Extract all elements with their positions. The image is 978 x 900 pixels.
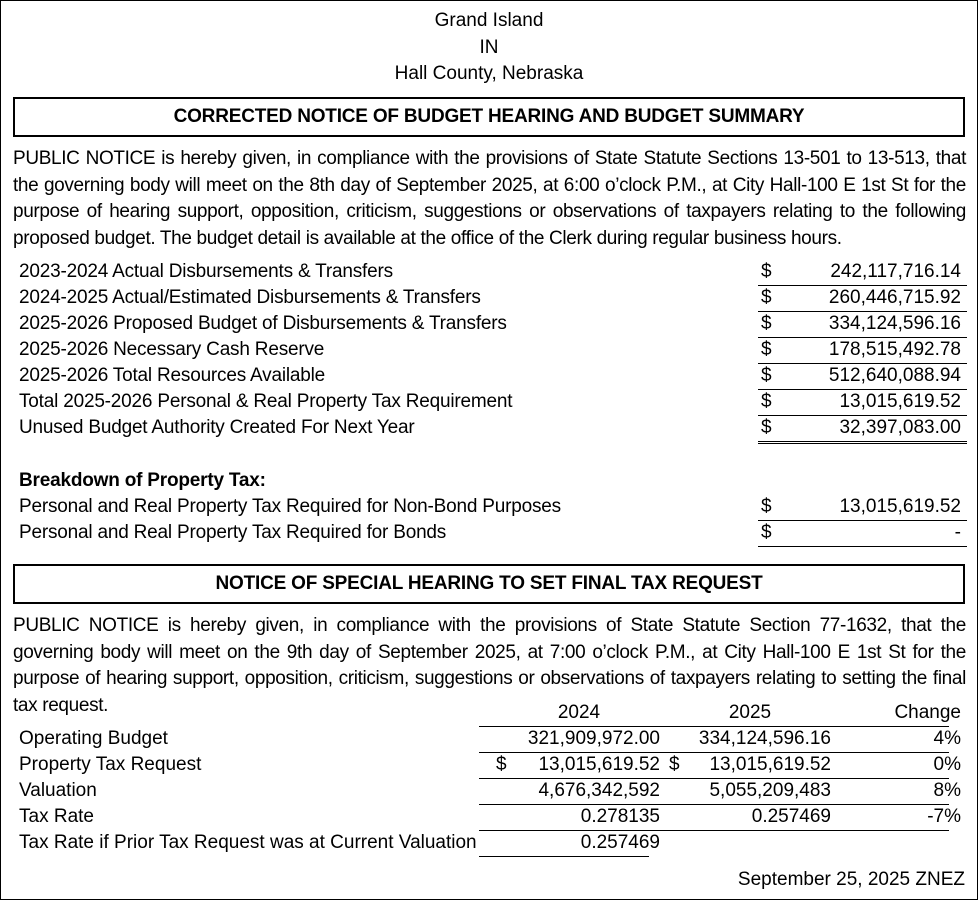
underline: [758, 311, 967, 312]
budget-row-amount: 260,446,715.92: [828, 287, 961, 308]
breakdown-heading: Breakdown of Property Tax:: [19, 470, 266, 491]
currency-sign: $: [761, 339, 772, 360]
tax-row-2024: 321,909,972.00: [527, 728, 660, 749]
budget-row-amount: 13,015,619.52: [839, 391, 961, 412]
table-rule: [479, 752, 649, 753]
table-rule: [479, 830, 649, 831]
underline: [758, 337, 967, 338]
table-rule: [815, 778, 949, 779]
tax-row-change: -7%: [927, 806, 961, 827]
tax-row-2025: 0.257469: [751, 806, 831, 827]
budget-row: [19, 391, 967, 417]
currency-sign: $: [496, 754, 507, 775]
currency-sign: $: [761, 365, 772, 386]
budget-row: [19, 365, 967, 391]
table-rule: [479, 856, 649, 857]
underline: [758, 520, 967, 521]
currency-sign: $: [761, 522, 772, 543]
tax-row-2024: 0.278135: [580, 806, 660, 827]
publication-footer: September 25, 2025 ZNEZ: [737, 869, 965, 890]
budget-row-amount: 512,640,088.94: [828, 365, 961, 386]
budget-row-amount: 178,515,492.78: [828, 339, 961, 360]
tax-row-change: 8%: [933, 780, 961, 801]
breakdown-heading-row: [19, 470, 967, 496]
budget-row-label: Total 2025-2026 Personal & Real Property Tax Requirement: [19, 391, 513, 412]
table-rule: [815, 726, 949, 727]
tax-row-2025: 5,055,209,483: [709, 780, 831, 801]
budget-row: [19, 417, 967, 443]
budget-row-label: 2024-2025 Actual/Estimated Disbursements & Transfers: [19, 287, 481, 308]
budget-row-label: 2023-2024 Actual Disbursements & Transfers: [19, 261, 393, 282]
budget-row: [19, 261, 967, 287]
col-2025-header: 2025: [728, 702, 772, 723]
tax-table-row: [19, 754, 967, 780]
table-rule: [815, 752, 949, 753]
col-2024-header: 2024: [557, 702, 601, 723]
tax-row-label: Valuation: [19, 780, 97, 801]
tax-row-2024: 0.257469: [580, 832, 660, 853]
tax-table-row: [19, 780, 967, 806]
state-abbrev: IN: [479, 36, 499, 58]
tax-row-label: Property Tax Request: [19, 754, 202, 775]
budget-notice-text: PUBLIC NOTICE is hereby given, in compliance with the provisions of State Statute Sections 13-501 to 13-513, that the governing body will meet on the 8th day of September 2025, at 6:00 o’clock P.M., at City Hall-100 E 1st St for the purpose of hearing support, opposition, criticism, suggestions or observations of taxpayers relating to the following proposed budget. The budget detail is available at the office of the Clerk during regular business hours.: [13, 148, 966, 249]
breakdown-row-amount: 13,015,619.52: [839, 496, 961, 517]
budget-notice-title: CORRECTED NOTICE OF BUDGET HEARING AND BUDGET SUMMARY: [13, 97, 965, 137]
tax-notice-title: NOTICE OF SPECIAL HEARING TO SET FINAL TAX REQUEST: [13, 564, 965, 604]
budget-row-label: 2025-2026 Total Resources Available: [19, 365, 326, 386]
tax-row-label: Tax Rate: [19, 806, 94, 827]
tax-notice-text: PUBLIC NOTICE is hereby given, in compliance with the provisions of State Statute Section 77-1632, that the governing body will meet on the 9th day of September 2025, at 7:00 o’clock P.M., at City Hall-100 E 1st St for the purpose of hearing support, opposition, criticism, suggestions or observations of taxpayers relating to setting the final tax request.: [13, 615, 966, 716]
underline: [758, 285, 967, 286]
budget-row: [19, 339, 967, 365]
header: [1, 8, 977, 88]
budget-row-label: 2025-2026 Proposed Budget of Disbursements & Transfers: [19, 313, 507, 334]
table-rule: [649, 752, 815, 753]
currency-sign: $: [669, 754, 680, 775]
currency-sign: $: [761, 287, 772, 308]
tax-row-label: Operating Budget: [19, 728, 168, 749]
currency-sign: $: [761, 417, 772, 438]
currency-sign: $: [761, 496, 772, 517]
tax-row-2025: 13,015,619.52: [709, 754, 831, 775]
underline: [758, 441, 967, 442]
tax-table-header: [19, 702, 967, 728]
breakdown-row-amount: -: [954, 522, 961, 543]
breakdown-row: [19, 496, 967, 522]
budget-row: [19, 313, 967, 339]
underline: [758, 389, 967, 390]
table-rule: [815, 830, 949, 831]
currency-sign: $: [761, 313, 772, 334]
budget-row-label: 2025-2026 Necessary Cash Reserve: [19, 339, 325, 360]
table-rule: [649, 804, 815, 805]
table-rule: [649, 778, 815, 779]
tax-row-change: 4%: [933, 728, 961, 749]
table-rule: [479, 726, 649, 727]
underline: [758, 546, 967, 547]
county-name: Hall County, Nebraska: [394, 63, 584, 84]
currency-sign: $: [761, 261, 772, 282]
budget-row-amount: 242,117,716.14: [830, 261, 961, 282]
tax-row-label: Tax Rate if Prior Tax Request was at Current Valuation: [19, 832, 477, 853]
table-rule: [649, 726, 815, 727]
budget-row: [19, 287, 967, 313]
double-underline: [758, 443, 967, 444]
tax-row-change: 0%: [933, 754, 961, 775]
tax-table-row: [19, 832, 967, 858]
budget-row-label: Unused Budget Authority Created For Next Year: [19, 417, 415, 438]
tax-row-2025: 334,124,596.16: [698, 728, 831, 749]
breakdown-row-label: Personal and Real Property Tax Required for Non-Bond Purposes: [19, 496, 561, 517]
underline: [758, 415, 967, 416]
table-rule: [649, 830, 815, 831]
table-rule: [815, 804, 949, 805]
currency-sign: $: [761, 391, 772, 412]
tax-row-2024: 4,676,342,592: [538, 780, 660, 801]
tax-table-row: [19, 806, 967, 832]
breakdown-row-label: Personal and Real Property Tax Required for Bonds: [19, 522, 447, 543]
budget-row-amount: 32,397,083.00: [839, 417, 961, 438]
budget-row-amount: 334,124,596.16: [828, 313, 961, 334]
col-change-header: Change: [894, 702, 961, 723]
table-rule: [479, 778, 649, 779]
tax-row-2024: 13,015,619.52: [538, 754, 660, 775]
underline: [758, 363, 967, 364]
table-rule: [479, 804, 649, 805]
tax-table-row: [19, 728, 967, 754]
breakdown-row: [19, 522, 967, 548]
city-name: Grand Island: [434, 10, 544, 31]
